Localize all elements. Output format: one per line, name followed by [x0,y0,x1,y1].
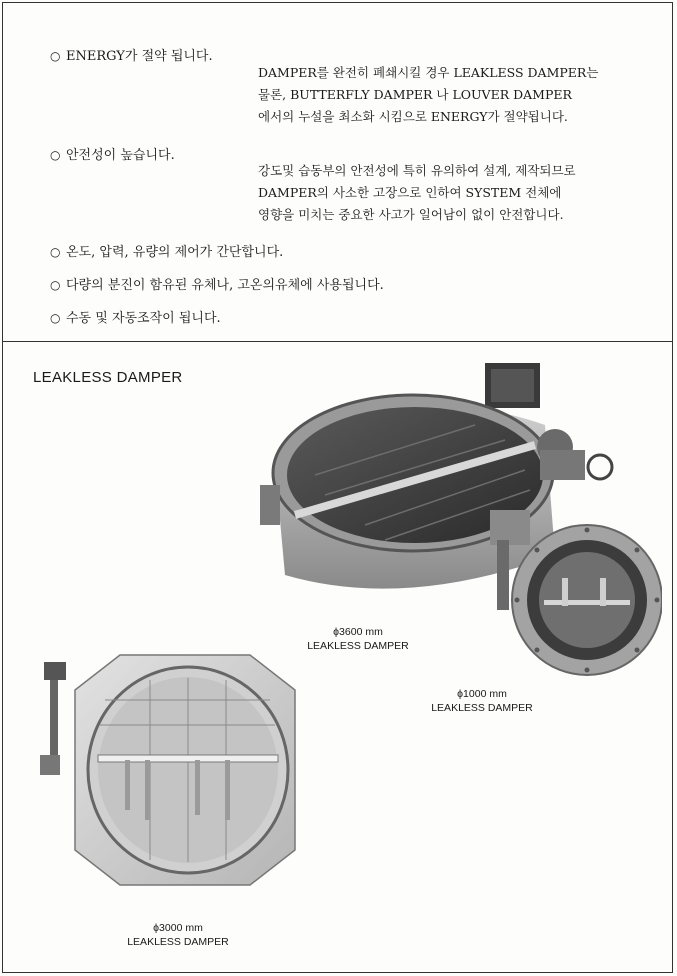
caption-size: ϕ1000 mm [457,688,507,700]
caption-name: LEAKLESS DAMPER [307,640,409,652]
damper-3000-photo [30,650,315,890]
desc-line: DAMPER를 완전히 폐쇄시킬 경우 LEAKLESS DAMPER는 [258,65,599,80]
desc-line: DAMPER의 사소한 고장으로 인하여 SYSTEM 전체에 [258,185,562,200]
bullet-circle-icon: ○ [50,148,61,162]
feature-energy [50,45,213,64]
caption-size: ϕ3000 mm [153,922,203,934]
bullet-circle-icon: ○ [50,311,61,325]
feature-energy-desc [258,62,598,128]
caption-1000 [422,687,542,715]
feature-title: 온도, 압력, 유량의 제어가 간단합니다. [66,245,284,260]
bullet-circle-icon: ○ [50,278,61,292]
caption-3600 [298,625,418,653]
feature-safety-desc [258,160,576,226]
damper-1000-photo [482,500,662,680]
desc-line: 에서의 누설을 최소화 시킴으로 ENERGY가 절약됩니다. [258,109,568,124]
desc-line: 강도및 습동부의 안전성에 특히 유의하여 설계, 제작되므로 [258,163,576,178]
feature-operation [50,307,221,326]
caption-name: LEAKLESS DAMPER [431,702,533,714]
section-title: LEAKLESS DAMPER [33,369,183,386]
desc-line: 영향을 미치는 중요한 사고가 일어남이 없이 안전합니다. [258,207,564,222]
desc-line: 물론, BUTTERFLY DAMPER 나 LOUVER DAMPER [258,87,572,102]
feature-title: 다량의 분진이 함유된 유체나, 고온의유체에 사용됩니다. [66,278,384,293]
feature-control [50,241,283,260]
feature-title: 수동 및 자동조작이 됩니다. [66,311,221,326]
bullet-circle-icon: ○ [50,49,61,63]
caption-size: ϕ3600 mm [333,626,383,638]
feature-dust [50,274,384,293]
feature-title: ENERGY가 절약 됩니다. [66,49,213,64]
feature-safety [50,144,175,163]
caption-3000 [118,921,238,949]
feature-title: 안전성이 높습니다. [66,148,175,163]
caption-name: LEAKLESS DAMPER [127,936,229,948]
bullet-circle-icon: ○ [50,245,61,259]
